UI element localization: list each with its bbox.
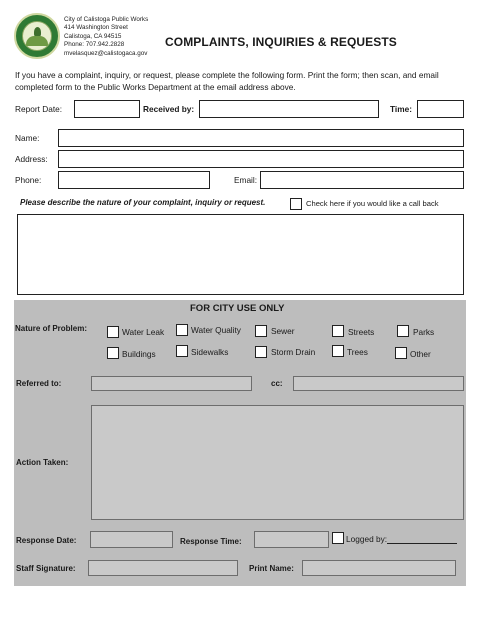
response-date-label: Response Date: — [16, 536, 77, 545]
org-phone: Phone: 707.942.2828 — [64, 41, 125, 49]
report-date-label: Report Date: — [15, 104, 63, 114]
referred-to-label: Referred to: — [16, 379, 62, 388]
org-email: mvelasquez@calistogaca.gov — [64, 49, 148, 57]
address-field[interactable] — [58, 150, 464, 168]
city-seal-logo — [14, 13, 60, 59]
callback-label: Check here if you would like a call back — [306, 199, 439, 208]
sewer-label: Sewer — [271, 326, 295, 336]
other-checkbox[interactable] — [395, 347, 407, 359]
referred-to-field[interactable] — [91, 376, 252, 391]
streets-label: Streets — [348, 327, 375, 337]
nature-of-problem-label: Nature of Problem: — [15, 324, 88, 333]
name-label: Name: — [15, 133, 40, 143]
sewer-checkbox[interactable] — [255, 325, 267, 337]
form-title: COMPLAINTS, INQUIRIES & REQUESTS — [165, 35, 397, 49]
sidewalks-label: Sidewalks — [191, 347, 229, 357]
phone-label: Phone: — [15, 175, 42, 185]
cc-field[interactable] — [293, 376, 464, 391]
action-taken-field[interactable] — [91, 405, 464, 520]
response-time-label: Response Time: — [180, 537, 242, 546]
trees-label: Trees — [347, 347, 368, 357]
response-time-field[interactable] — [254, 531, 329, 548]
name-field[interactable] — [58, 129, 464, 147]
email-label: Email: — [234, 175, 258, 185]
storm-drain-checkbox[interactable] — [255, 346, 267, 358]
time-field[interactable] — [417, 100, 464, 118]
description-textarea[interactable] — [17, 214, 464, 295]
org-street: 414 Washington Street — [64, 24, 128, 32]
org-address-block — [64, 16, 148, 58]
print-name-label: Print Name: — [249, 564, 294, 573]
received-by-label: Received by: — [143, 104, 195, 114]
logged-by-row — [346, 534, 457, 544]
email-field[interactable] — [260, 171, 464, 189]
staff-signature-label: Staff Signature: — [16, 564, 76, 573]
buildings-checkbox[interactable] — [107, 347, 119, 359]
address-label: Address: — [15, 154, 48, 164]
response-date-field[interactable] — [90, 531, 173, 548]
water-leak-label: Water Leak — [122, 327, 165, 337]
phone-field[interactable] — [58, 171, 210, 189]
parks-label: Parks — [413, 327, 435, 337]
water-quality-label: Water Quality — [191, 325, 241, 335]
water-quality-checkbox[interactable] — [176, 324, 188, 336]
received-by-field[interactable] — [199, 100, 379, 118]
intro-text: If you have a complaint, inquiry, or request, please complete the following form. Print the form; then scan, and email completed form to the Public Works Department at the email address above. — [15, 70, 439, 92]
trees-checkbox[interactable] — [332, 345, 344, 357]
streets-checkbox[interactable] — [332, 325, 344, 337]
storm-drain-label: Storm Drain — [271, 347, 316, 357]
city-use-heading: FOR CITY USE ONLY — [190, 303, 285, 314]
water-leak-checkbox[interactable] — [107, 326, 119, 338]
cc-label: cc: — [271, 379, 283, 388]
staff-signature-field[interactable] — [88, 560, 238, 576]
report-date-field[interactable] — [74, 100, 140, 118]
buildings-label: Buildings — [122, 349, 156, 359]
other-label: Other — [410, 349, 431, 359]
logged-by-label: Logged by: — [346, 534, 388, 544]
time-label: Time: — [390, 104, 412, 114]
callback-checkbox[interactable] — [290, 198, 302, 210]
print-name-field[interactable] — [302, 560, 456, 576]
org-city: Calistoga, CA 94515 — [64, 32, 122, 40]
action-taken-label: Action Taken: — [16, 458, 69, 467]
describe-label: Please describe the nature of your complaint, inquiry or request. — [20, 198, 266, 207]
org-name: City of Calistoga Public Works — [64, 16, 149, 23]
sidewalks-checkbox[interactable] — [176, 345, 188, 357]
parks-checkbox[interactable] — [397, 325, 409, 337]
logged-by-checkbox[interactable] — [332, 532, 344, 544]
logged-by-line[interactable] — [387, 535, 457, 544]
